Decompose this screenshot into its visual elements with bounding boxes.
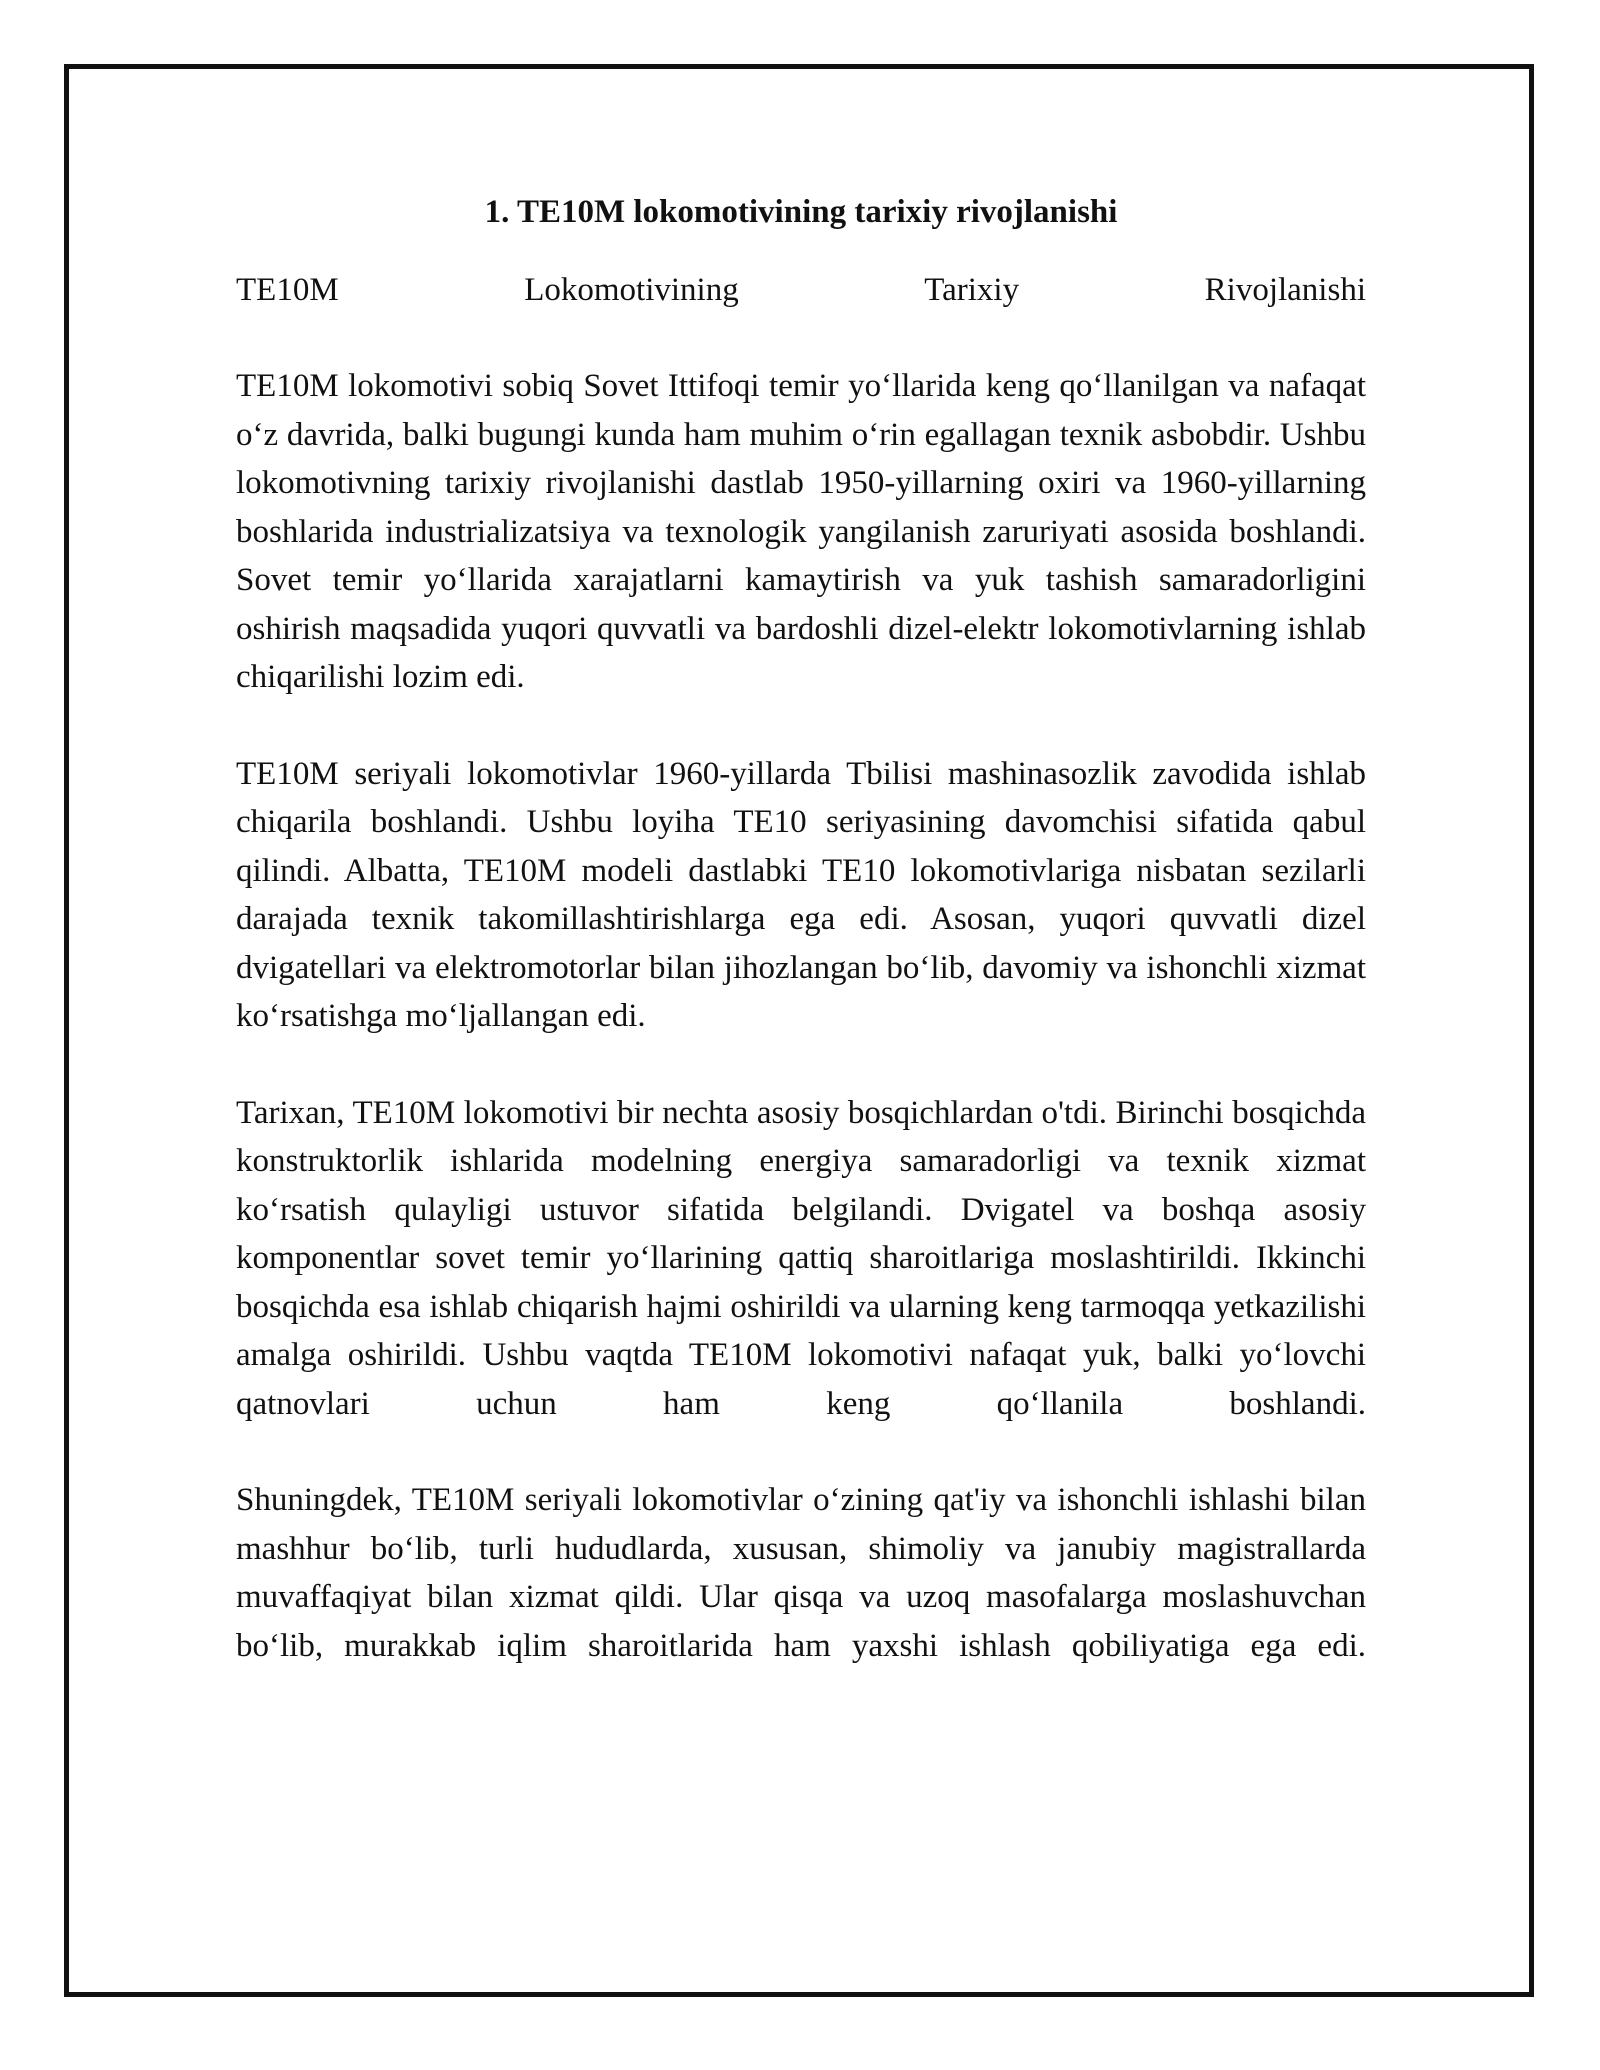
paragraph-2: TE10M seriyali lokomotivlar 1960-yillarda Tbilisi mashinasozlik zavodida ishlab chiqarila boshlandi. Ushbu loyiha TE10 seriyasining davomchisi sifatida qabul qilindi. Albatta, TE10M modeli dastlabki TE10 lokomotivlariga nisbatan sezilarli darajada texnik takomillashtirishlarga ega edi. Asosan, yuqori quvvatli dizel dvigatellari va elektromotorlar bilan jihozlangan bo‘lib, davomiy va ishonchli xizmat ko‘rsatishga mo‘ljallangan edi. — [236, 755, 1366, 1034]
paragraph-1: TE10M lokomotivi sobiq Sovet Ittifoqi temir yo‘llarida keng qo‘llanilgan va nafaqat o‘z davrida, balki bugungi kunda ham muhim o‘rin egallagan texnik asbobdir. Ushbu lokomotivning tarixiy rivojlanishi dastlab 1950-yillarning oxiri va 1960-yillarning boshlarida industrializatsiya va texnologik yangilanish zaruriyati asosida boshlandi. Sovet temir yo‘llarida xarajatlarni kamaytirish va yuk tashish samaradorligini oshirish maqsadida yuqori quvvatli va bardoshli dizel-elektr lokomotivlarning ishlab chiqarilishi lozim edi. — [236, 368, 1366, 695]
subheading — [236, 263, 1366, 317]
subheading-word: Lokomotivining — [524, 272, 739, 308]
document-body — [236, 185, 1366, 1718]
paragraph-4: Shuningdek, TE10M seriyali lokomotivlar o‘zining qat'iy va ishonchli ishlashi bilan mashhur bo‘lib, turli hududlarda, xususan, shimoliy va janubiy magistrallarda muvaffaqiyat bilan xizmat qildi. Ular qisqa va uzoq masofalarga moslashuvchan bo‘lib, murakkab iqlim sharoitlarida ham yaxshi ishlash qobiliyatiga ega edi. — [236, 1482, 1366, 1664]
subheading-word: Rivojlanishi — [1204, 272, 1366, 308]
subheading-word: TE10M — [236, 272, 339, 308]
paragraph-3: Tarixan, TE10M lokomotivi bir nechta asosiy bosqichlardan o'tdi. Birinchi bosqichda konstruktorlik ishlarida modelning energiya samaradorligi va texnik xizmat ko‘rsatish qulayligi ustuvor sifatida belgilandi. Dvigatel va boshqa asosiy komponentlar sovet temir yo‘llarining qattiq sharoitlariga moslashtirildi. Ikkinchi bosqichda esa ishlab chiqarish hajmi oshirildi va ularning keng tarmoqqa yetkazilishi amalga oshirildi. Ushbu vaqtda TE10M lokomotivi nafaqat yuk, balki yo‘lovchi qatnovlari uchun ham keng qo‘llanila boshlandi. — [236, 1094, 1366, 1422]
document-title: 1. TE10M lokomotivining tarixiy rivojlanishi — [484, 194, 1118, 230]
subheading-word: Tarixiy — [924, 272, 1020, 308]
